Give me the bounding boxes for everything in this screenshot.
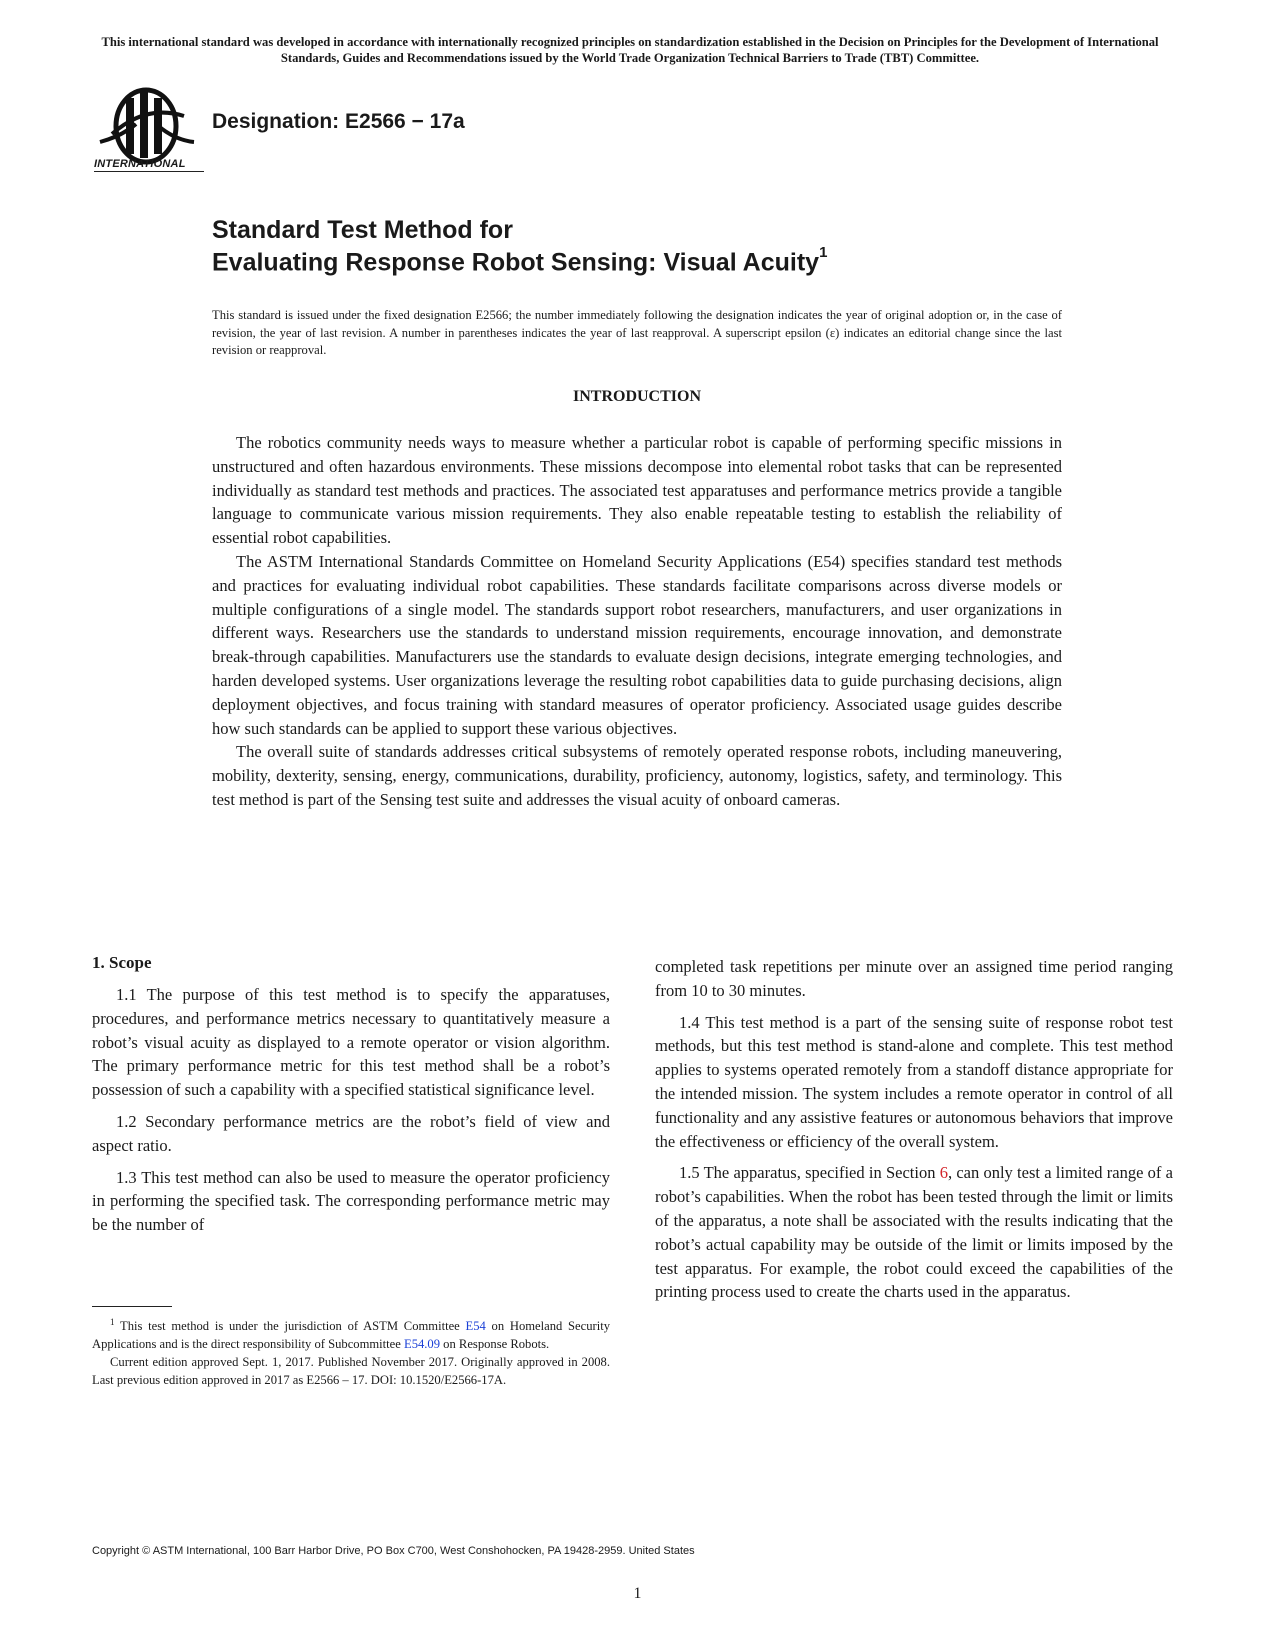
footnote-committee: [92, 1314, 610, 1354]
scope-para-1-3: 1.3 This test method can also be used to measure the operator proficiency in performing the specified task. The corresponding performance metric may be the number of: [92, 1167, 610, 1235]
page-number: 1: [633, 1585, 642, 1602]
committee-e54-link[interactable]: E54: [465, 1319, 486, 1334]
title-line-2: [212, 244, 828, 277]
scope-para-1-4: 1.4 This test method is a part of the sensing suite of response robot test methods, but this test method is stand-alone and complete. This test method applies to systems operated remotely from a standoff distance appropriate for the intended mission. The system includes a remote operator in control of all functionality and any assistive features or autonomous behaviors that improve the effectiveness or efficiency of the overall system.: [655, 1012, 1173, 1151]
footnote-edition: Current edition approved Sept. 1, 2017. Published November 2017. Originally approved in 2008. Last previous edition approved in 2017 as E2566 – 17. DOI: 10.1520/E2566-17A.: [92, 1354, 610, 1387]
intro-paragraph: The robotics community needs ways to measure whether a particular robot is capable of performing specific missions in unstructured and often hazardous environments. These missions decompose into elemental robot tasks that can be represented individually as standard test methods and practices. The associated test apparatuses and performance metrics provide a tangible language to communicate various mission requirements. They also enable repeatable testing to establish the reliability of essential robot capabilities.: [212, 433, 1062, 548]
introduction-heading: INTRODUCTION: [572, 388, 701, 405]
left-column: [92, 951, 610, 1245]
right-column: [655, 955, 1173, 1312]
introduction-body: [212, 431, 1062, 812]
scope-para-1-5-text-rest: , can only test a limited range of a robot’s capabilities. When the robot has been tested through the limit or limits of the apparatus, a note shall be associated with the results indicating that the robot’s actual capability may be outside of the limit or limits imposed by the test apparatus. For example, the robot could exceed the capabilities of the printing process used to create the charts used in the apparatus.: [655, 1163, 1173, 1302]
scope-para-1-5-text: 1.5 The apparatus, specified in Section: [679, 1163, 940, 1183]
scope-para-1-1: 1.1 The purpose of this test method is to specify the apparatuses, procedures, and performance metrics necessary to quantitatively measure a robot’s visual acuity as displayed to a remote operator or vision algorithm. The primary performance metric for this test method shall be a robot’s possession of such a capability with a specified statistical significance level.: [92, 985, 610, 1100]
section-6-link[interactable]: 6: [939, 1163, 948, 1183]
subcommittee-e54-09-link[interactable]: E54.09: [404, 1336, 441, 1351]
footnote-text: This test method is under the jurisdiction of ASTM Committee: [114, 1319, 466, 1334]
scope-para-1-3-continued: completed task repetitions per minute over an assigned time period ranging from 10 to 30 minutes.: [655, 957, 1173, 1000]
title-line-2-text: Evaluating Response Robot Sensing: Visual Acuity: [212, 248, 820, 277]
footnote: [92, 1314, 610, 1389]
copyright: Copyright © ASTM International, 100 Barr Harbor Drive, PO Box C700, West Conshohocken, PA 19428-2959. United States: [92, 1545, 695, 1557]
footnote-text: on Response Robots.: [440, 1336, 550, 1351]
designation: Designation: E2566 − 17a: [212, 110, 465, 133]
wto-notice: This international standard was developed in accordance with internationally recognized principles on standardization established in the Decision on Principles for the Development of International Standards, Guides and Recommendations issued by the World Trade Organization Technical Barriers to Trade (TBT) Committee.: [101, 35, 1159, 65]
logo-wordmark: INTERNATIONAL: [94, 158, 204, 172]
issued-note: This standard is issued under the fixed designation E2566; the number immediately following the designation indicates the year of original adoption or, in the case of revision, the year of last revision. A number in parentheses indicates the year of last reapproval. A superscript epsilon (ε) indicates an editorial change since the last revision or reapproval.: [212, 308, 1062, 357]
footnote-mark: 1: [110, 1317, 115, 1327]
scope-para-1-5: [655, 1161, 1173, 1304]
title-footnote-mark[interactable]: 1: [819, 244, 828, 261]
scope-para-1-2: 1.2 Secondary performance metrics are the robot’s field of view and aspect ratio.: [92, 1111, 610, 1155]
intro-paragraph: The ASTM International Standards Committee on Homeland Security Applications (E54) specifies standard test methods and practices for evaluating individual robot capabilities. These standards facilitate comparisons across diverse models or multiple configurations of a single model. The standards support robot researchers, manufacturers, and user organizations in different ways. Researchers use the standards to understand mission requirements, encourage innovation, and demonstrate break-through capabilities. Manufacturers use the standards to evaluate design decisions, integrate emerging technologies, and harden developed systems. User organizations leverage the resulting robot capabilities data to guide purchasing decisions, align deployment objectives, and focus training with standard measures of operator proficiency. Associated usage guides describe how such standards can be applied to support these various objectives.: [212, 551, 1062, 738]
footnote-text: on Homeland Security Applications and is the direct responsibility of Subcommittee: [92, 1319, 610, 1351]
scope-heading: 1. Scope: [92, 953, 152, 972]
footnote-divider: [92, 1306, 172, 1307]
intro-paragraph: The overall suite of standards addresses critical subsystems of remotely operated response robots, including maneuvering, mobility, dexterity, sensing, energy, communications, durability, proficiency, autonomy, logistics, safety, and terminology. This test method is part of the Sensing test suite and addresses the visual acuity of onboard cameras.: [212, 742, 1062, 809]
title-line-1: Standard Test Method for: [212, 216, 513, 244]
